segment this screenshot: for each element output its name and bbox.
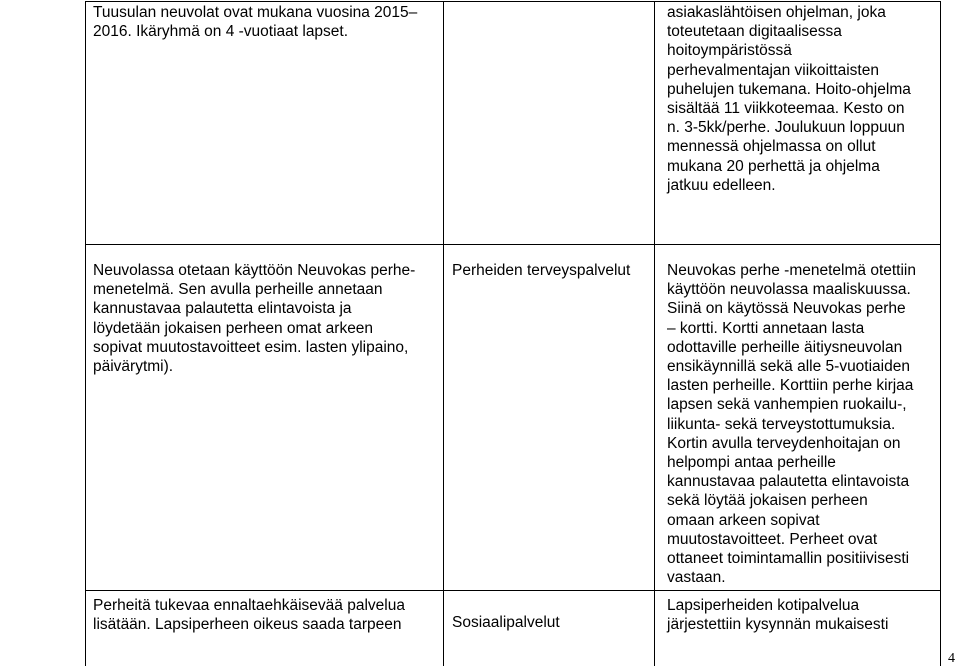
table-cell: asiakaslähtöisen ohjelman, joka toteutetaan digitaalisessa hoitoympäristössä perhevalmentajan viikoittaisten puhelujen tukemana. Hoito-ohjelma sisältää 11 viikkoteemaa. Kesto on n. 3-5kk/perhe. Joulukuun loppuun mennessä ohjelmassa on ollut mukana 20 perhettä ja ohjelma jatkuu edelleen. <box>667 4 911 194</box>
table-cell: Sosiaalipalvelut <box>452 614 560 631</box>
table-cell: Neuvolassa otetaan käyttöön Neuvokas perhe- menetelmä. Sen avulla perheille annetaan kannustavaa palautetta elintavoista ja löydetään jokaisen perheen omat arkeen sopivat muutostavoitteet esim. lasten ylipaino, päivärytmi). <box>93 262 416 376</box>
row-divider <box>85 244 941 245</box>
row-divider <box>85 590 941 591</box>
column-border <box>654 1 655 666</box>
table-cell: Lapsiperheiden kotipalvelua järjestettiin kysynnän mukaisesti <box>667 597 889 634</box>
column-border <box>443 1 444 666</box>
table-top-border <box>85 1 941 2</box>
table-cell: Tuusulan neuvolat ovat mukana vuosina 2015– 2016. Ikäryhmä on 4 -vuotiaat lapset. <box>93 4 418 41</box>
page-number: 4 <box>948 651 955 666</box>
table-cell: Perheiden terveyspalvelut <box>452 262 631 279</box>
column-border <box>940 1 941 666</box>
table-cell: Neuvokas perhe -menetelmä otettiin käyttöön neuvolassa maaliskuussa. Siinä on käytössä Neuvokas perhe – kortti. Kortti annetaan lasta odottaville perheille äitiysneuvolan ensikäynnillä sekä alle 5-vuotiaiden lasten perheille. Korttiin perhe kirjaa lapsen sekä vanhempien ruokailu-, liikunta- sekä terveystottumuksia. Kortin avulla terveydenhoitajan on helpompi antaa perheille kannustavaa palautetta elintavoista sekä löytää jokaisen perheen omaan arkeen sopivat muutostavoitteet. Perheet ovat ottaneet toimintamallin positiivisesti vastaan. <box>667 262 916 587</box>
column-border <box>85 1 86 666</box>
table-cell: Perheitä tukevaa ennaltaehkäisevää palvelua lisätään. Lapsiperheen oikeus saada tarpeen <box>93 597 405 634</box>
